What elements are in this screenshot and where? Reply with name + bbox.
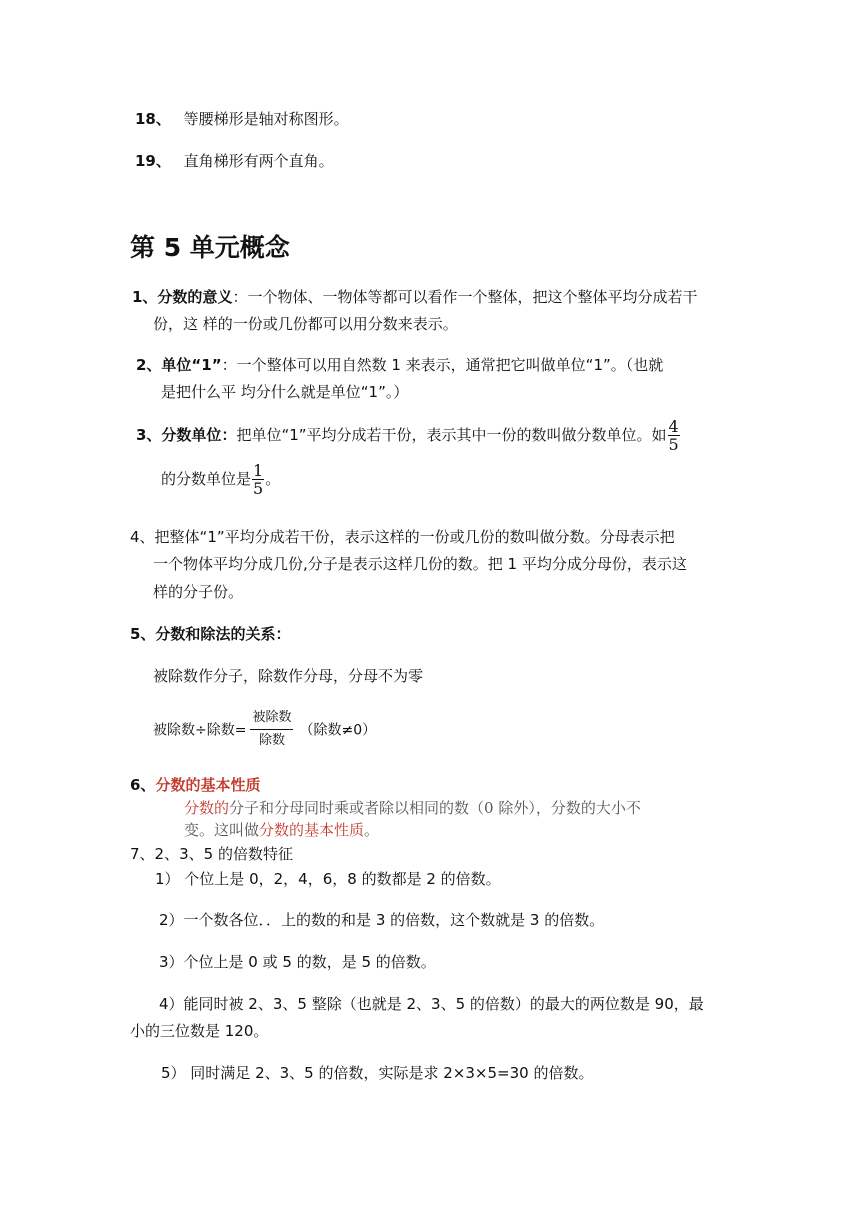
concept-text: ：一个物体、一物体等都可以看作一个整体，把这个整体平均分成若干 (232, 288, 698, 306)
concept-text: 把单位“1”平均分成若干份，表示其中一份的数叫做分数单位。如 (236, 426, 667, 444)
concept-3-line1 (136, 418, 681, 453)
item-number: 18、 (135, 110, 171, 128)
item-19 (135, 150, 334, 171)
concept-2-line2: 是把什么平 均分什么就是单位“1”。） (161, 383, 409, 401)
formula-left: 被除数÷除数= (153, 722, 247, 739)
highlight-text: 分数的基本性质 (259, 821, 365, 839)
concept-label: 2、单位“1” (136, 356, 222, 374)
concept-number: 6、 (130, 776, 156, 794)
concept-2-line1 (136, 354, 663, 375)
concept-6-line2 (184, 819, 379, 840)
concept-1-line1 (132, 286, 697, 307)
concept-text: ：一个整体可以用自然数 1 来表示，通常把它叫做单位“1”。（也就 (221, 356, 664, 374)
body-text: 变。这叫做 (184, 821, 260, 839)
concept-end: 。 (265, 470, 281, 488)
fraction-numerator: 被除数 (252, 710, 292, 725)
concept-7-point-5: 5） 同时满足 2、3、5 的倍数，实际是求 2×3×5=30 的倍数。 (161, 1064, 594, 1082)
concept-text: 的分数单位是 (161, 470, 252, 488)
formula-fraction (250, 707, 293, 752)
fraction-denominator: 除数 (250, 729, 293, 752)
body-text: 。 (364, 821, 380, 839)
division-formula (153, 707, 376, 752)
section-title: 第 5 单元概念 (130, 233, 290, 262)
concept-7-title: 7、2、3、5 的倍数特征 (130, 845, 293, 863)
concept-title: 分数的基本性质 (155, 776, 261, 794)
item-text: 等腰梯形是轴对称图形。 (183, 110, 349, 128)
item-number: 19、 (135, 152, 171, 170)
fraction-denominator: 5 (668, 435, 679, 454)
concept-7-point-4a: 4）能同时被 2、3、5 整除（也就是 2、3、5 的倍数）的最大的两位数是 90，最 (159, 995, 704, 1013)
concept-5-label: 5、分数和除法的关系： (130, 625, 291, 643)
concept-7-point-3: 3）个位上是 0 或 5 的数，是 5 的倍数。 (159, 953, 436, 971)
highlight-text: 分数的 (184, 799, 230, 817)
concept-4-line2: 一个物体平均分成几份,分子是表示这样几份的数。把 1 平均分成分母份，表示这 (153, 555, 687, 573)
fraction-denominator: 5 (253, 479, 264, 498)
concept-6-line1 (184, 797, 641, 818)
concept-3-line2 (161, 462, 280, 497)
fraction-four-fifths (668, 418, 680, 453)
concept-6-title (130, 774, 260, 795)
item-18 (135, 108, 349, 129)
concept-7-point-2: 2）一个数各位．．上的数的和是 3 的倍数，这个数就是 3 的倍数。 (159, 911, 605, 929)
concept-7-point-4b: 小的三位数是 120。 (130, 1022, 269, 1040)
concept-label: 1、分数的意义 (132, 288, 233, 306)
item-text: 直角梯形有两个直角。 (183, 152, 334, 170)
concept-5-line1: 被除数作分子，除数作分母，分母不为零 (153, 667, 424, 685)
concept-4-line1: 4、把整体“1”平均分成若干份，表示这样的一份或几份的数叫做分数。分母表示把 (130, 528, 675, 546)
body-text: 分子和分母同时乘或者除以相同的数（0 除外），分数的大小不 (229, 799, 641, 817)
fraction-one-fifth (252, 462, 264, 497)
formula-right: （除数≠0） (299, 722, 377, 739)
concept-label: 3、分数单位： (136, 426, 237, 444)
fraction-numerator: 4 (668, 417, 679, 436)
concept-1-line2: 份，这 样的一份或几份都可以用分数来表示。 (153, 315, 458, 333)
concept-7-point-1: 1） 个位上是 0，2，4，6，8 的数都是 2 的倍数。 (155, 870, 501, 888)
fraction-numerator: 1 (253, 461, 264, 480)
concept-4-line3: 样的分子份。 (153, 583, 244, 601)
